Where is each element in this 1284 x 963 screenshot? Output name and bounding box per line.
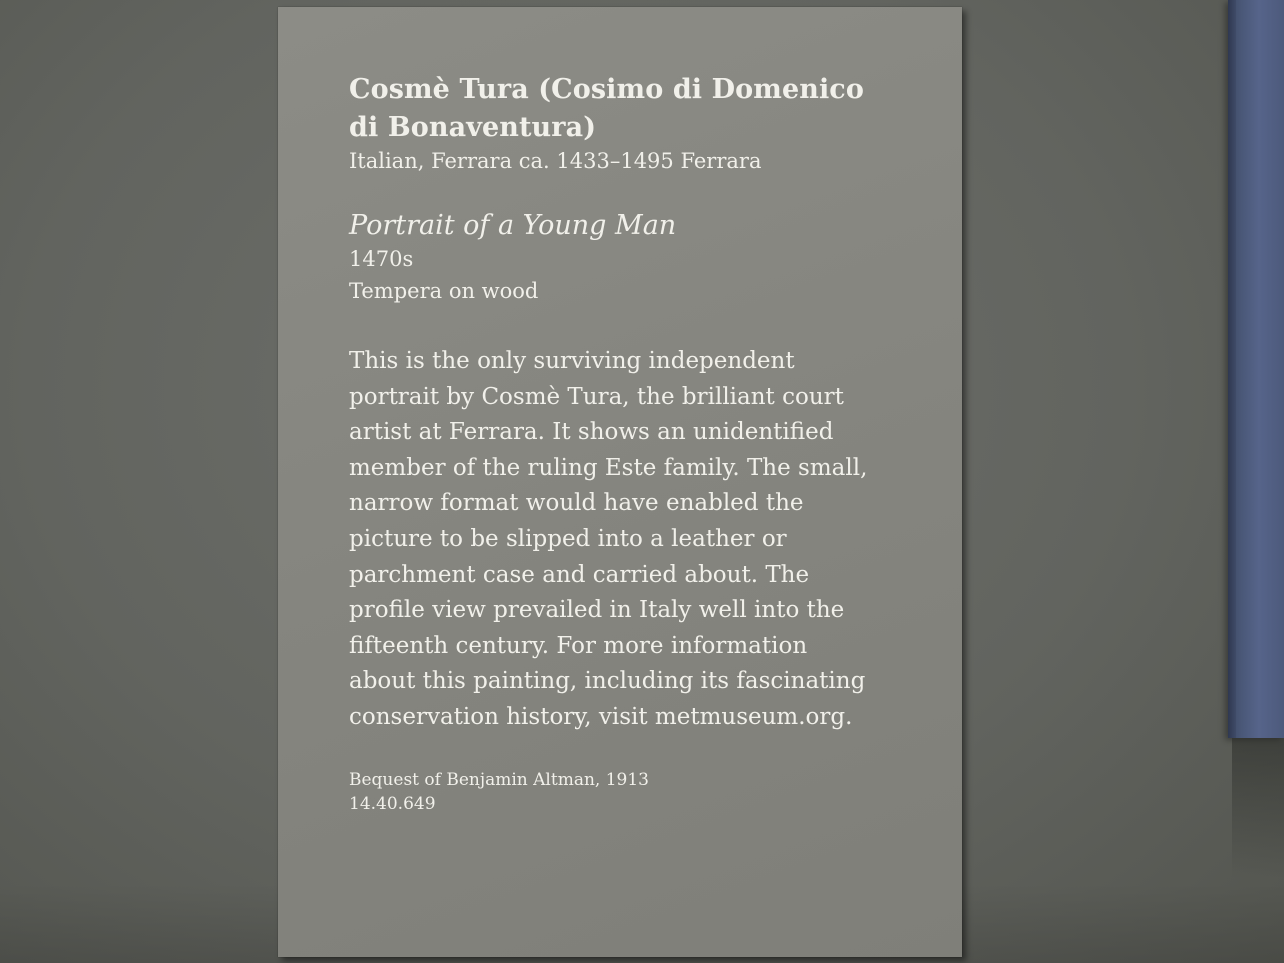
credit-line: Bequest of Benjamin Altman, 1913 [349, 769, 649, 790]
frame-shadow [1232, 738, 1284, 878]
artwork-medium: Tempera on wood [349, 279, 539, 303]
artwork-description: This is the only surviving independent portrait by Cosmè Tura, the brilliant court artist at Ferrara. It shows an unidentified member of the ruling Este family. The small, narrow format would have enabled the picture to be slipped into a leather or parchment case and carried about. The profile view prevailed in Italy well into the fifteenth century. For more information about this painting, including its fascinating conservation history, visit metmuseum.org. [349, 348, 868, 730]
painting-frame-edge [1228, 0, 1284, 738]
accession-number: 14.40.649 [349, 793, 436, 814]
museum-label-card [278, 7, 962, 957]
artwork-date: 1470s [349, 247, 414, 271]
artist-bio: Italian, Ferrara ca. 1433–1495 Ferrara [349, 149, 762, 173]
artwork-title: Portrait of a Young Man [349, 210, 677, 241]
label-content [349, 71, 889, 816]
artist-name: Cosmè Tura (Cosimo di Domenico di Bonaventura) [349, 74, 864, 143]
